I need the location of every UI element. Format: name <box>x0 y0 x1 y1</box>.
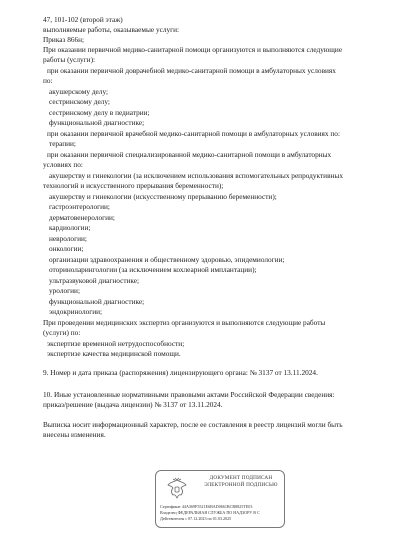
disclaimer-note: Выписка носит информационный характер, после ее составления в реестр лицензий могли быть <box>43 420 343 429</box>
primary-care-heading: При оказании первичной медико-санитарной помощи организуются и выполняются следующие <box>43 45 343 54</box>
list-item: дерматовенерологии; <box>49 213 115 222</box>
section-9: 9. Номер и дата приказа (распоряжения) лицензирующего органа: № 3137 от 13.11.2024. <box>43 368 318 377</box>
physician-care-heading: при оказании первичной врачебной медико-санитарной помощи в амбулаторных условиях по: <box>47 129 340 138</box>
stamp-owner: Владелец ФЕДЕРАЛЬНАЯ СЛУЖБА ПО НАДЗОРУ В С <box>160 510 260 515</box>
list-item: сестринскому делу в педиатрии; <box>49 108 150 117</box>
list-item: функциональной диагностике; <box>49 118 145 127</box>
stamp-validity: Действителен с 07.12.2023 по 01.03.2025 <box>160 516 232 521</box>
list-item: экспертизе качества медицинской помощи. <box>47 349 181 358</box>
list-item: экспертизе временной нетрудоспособности; <box>47 339 185 348</box>
section-10-cont: приказ/решение (выдача лицензии) № 3137 от 13.11.2024. <box>43 400 223 409</box>
address-line: 47, 101-102 (второй этаж) <box>43 15 123 24</box>
list-item: акушерству и гинекологии (искусственному прерыванию беременности); <box>49 192 277 201</box>
list-item: акушерству и гинекологии (за исключением использования вспомогательных репродуктивных <box>49 171 343 180</box>
list-item: эндокринологии; <box>49 307 103 316</box>
list-item: сестринскому делу; <box>49 97 110 106</box>
stamp-certificate: Сертификат 44A369F5521E6BAD0661BCB8825TE03 <box>160 504 253 509</box>
list-item: кардиологии; <box>49 223 91 232</box>
list-item: ультразвуковой диагностике; <box>49 276 140 285</box>
coat-of-arms-icon <box>164 476 190 502</box>
disclaimer-note-cont: внесены изменения. <box>43 430 106 439</box>
specialized-care-heading-cont: условиях по: <box>43 160 83 169</box>
list-item: неврологии; <box>49 234 87 243</box>
list-item: организации здравоохранения и общественному здоровью, эпидемиологии; <box>49 255 285 264</box>
expertise-heading-cont: (услуги) по: <box>43 328 81 337</box>
stamp-title: ДОКУМЕНТ ПОДПИСАН ЭЛЕКТРОННОЙ ПОДПИСЬЮ <box>204 475 278 488</box>
primary-care-heading-cont: работы (услуги): <box>43 55 96 64</box>
list-item: гастроэнтерологии; <box>49 202 110 211</box>
expertise-heading: При проведении медицинских экспертиз организуются и выполняются следующие работы <box>43 318 326 327</box>
prehospital-heading: при оказании первичной доврачебной медико-санитарной помощи в амбулаторных условиях <box>47 66 336 75</box>
list-item: функциональной диагностике; <box>49 297 145 306</box>
specialized-care-heading: при оказании первичной специализированной медико-санитарной помощи в амбулаторных <box>47 150 332 159</box>
list-item: акушерскому делу; <box>49 87 109 96</box>
order-line: Приказ 866н; <box>43 35 85 44</box>
prehospital-heading-cont: по: <box>43 76 53 85</box>
list-item: онкологии; <box>49 244 84 253</box>
list-item: терапии; <box>49 139 76 148</box>
electronic-signature-stamp <box>155 470 285 528</box>
list-item-cont: технологий и искусственного прерывания беременности); <box>43 181 224 190</box>
list-item: урологии; <box>49 286 80 295</box>
works-heading: выполняемые работы, оказываемые услуги: <box>43 25 180 34</box>
section-10: 10. Иные установленные нормативными правовыми актами Российской Федерации сведения: <box>43 390 335 399</box>
list-item: оториноларингологии (за исключением кохлеарной имплантации); <box>49 265 257 274</box>
